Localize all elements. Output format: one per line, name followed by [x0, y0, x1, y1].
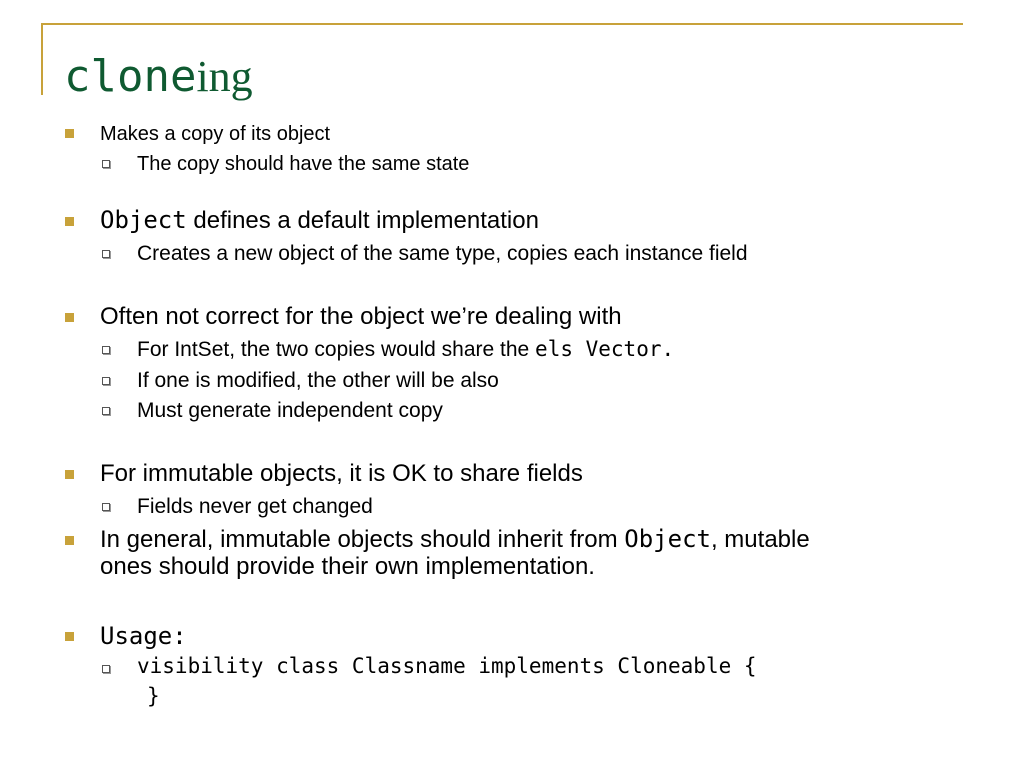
sub-bullet-box-icon — [102, 503, 110, 511]
bullet-item-continuation: ones should provide their own implementation. — [100, 553, 595, 580]
sub-bullet-box-icon — [102, 346, 110, 354]
sub-bullet-code-continuation: } — [147, 684, 160, 708]
bullet-item: Often not correct for the object we’re dealing with — [100, 303, 622, 330]
sub-bullet-item: Creates a new object of the same type, copies each instance field — [137, 242, 748, 265]
bullet-square-icon — [65, 313, 74, 322]
title-mono: clone — [64, 51, 197, 102]
frame-left-rule — [41, 23, 43, 95]
bullet-item: Usage: — [100, 622, 187, 650]
sub-bullet-code: visibility class Classname implements Cloneable { — [137, 654, 757, 678]
bullet-item: In general, immutable objects should inherit from Object, mutable — [100, 525, 810, 553]
sub-bullet-box-icon — [102, 407, 110, 415]
sub-bullet-item: The copy should have the same state — [137, 153, 470, 175]
bullet-item: Object defines a default implementation — [100, 206, 539, 234]
sub-bullet-item: Must generate independent copy — [137, 399, 443, 422]
bullet-square-icon — [65, 470, 74, 479]
sub-bullet-item: Fields never get changed — [137, 495, 373, 518]
bullet-item: For immutable objects, it is OK to share fields — [100, 460, 583, 487]
sub-bullet-box-icon — [102, 250, 110, 258]
bullet-square-icon — [65, 217, 74, 226]
bullet-square-icon — [65, 632, 74, 641]
slide-title — [64, 50, 253, 103]
title-serif: ing — [196, 52, 253, 101]
bullet-item: Makes a copy of its object — [100, 123, 331, 145]
sub-bullet-box-icon — [102, 377, 110, 385]
sub-bullet-item: If one is modified, the other will be also — [137, 369, 499, 392]
sub-bullet-box-icon — [102, 665, 110, 673]
frame-top-rule — [41, 23, 963, 25]
bullet-square-icon — [65, 536, 74, 545]
sub-bullet-box-icon — [102, 160, 110, 168]
bullet-square-icon — [65, 129, 74, 138]
sub-bullet-item: For IntSet, the two copies would share the els Vector. — [137, 337, 675, 361]
